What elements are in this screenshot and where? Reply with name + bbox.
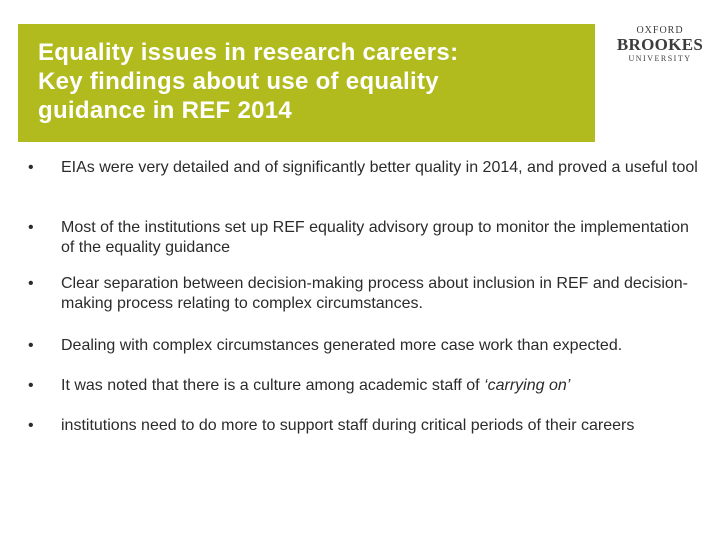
oxford-brookes-logo bbox=[595, 24, 717, 142]
bullet-text: institutions need to do more to support staff during critical periods of their careers bbox=[61, 417, 635, 434]
slide-title bbox=[38, 38, 598, 125]
list-item bbox=[24, 336, 704, 376]
bullet-text bbox=[61, 377, 570, 394]
bullet-icon: • bbox=[28, 219, 34, 236]
bullet-icon: • bbox=[28, 417, 34, 434]
title-line-1: Equality issues in research careers: bbox=[38, 39, 459, 66]
list-item bbox=[24, 416, 704, 456]
bullet-text: Most of the institutions set up REF equality advisory group to monitor the implementation of the equality guidance bbox=[61, 219, 689, 256]
logo-line-oxford: OXFORD bbox=[636, 25, 684, 36]
bullet-icon: • bbox=[28, 275, 34, 292]
logo-wordmark bbox=[613, 24, 707, 72]
title-banner bbox=[18, 24, 595, 142]
title-line-2: Key findings about use of equality bbox=[38, 68, 439, 95]
title-line-3: guidance in REF 2014 bbox=[38, 97, 293, 124]
bullet-text-emphasis: ‘carrying on’ bbox=[484, 377, 571, 394]
bullet-text: Clear separation between decision-making process about inclusion in REF and decision-making process relating to complex circumstances. bbox=[61, 275, 689, 312]
bullet-icon: • bbox=[28, 337, 34, 354]
list-item bbox=[24, 274, 704, 336]
bullet-text-plain: It was noted that there is a culture among academic staff of bbox=[61, 377, 485, 394]
list-item bbox=[24, 218, 704, 274]
findings-list bbox=[24, 158, 704, 456]
bullet-icon: • bbox=[28, 159, 34, 176]
list-item bbox=[24, 376, 704, 416]
bullet-icon: • bbox=[28, 377, 34, 394]
logo-line-brookes: BROOKES bbox=[616, 35, 704, 54]
bullet-text: EIAs were very detailed and of significantly better quality in 2014, and proved a useful tool bbox=[61, 159, 698, 176]
logo-line-university: UNIVERSITY bbox=[628, 54, 692, 63]
bullet-text: Dealing with complex circumstances generated more case work than expected. bbox=[61, 337, 623, 354]
list-item bbox=[24, 158, 704, 218]
